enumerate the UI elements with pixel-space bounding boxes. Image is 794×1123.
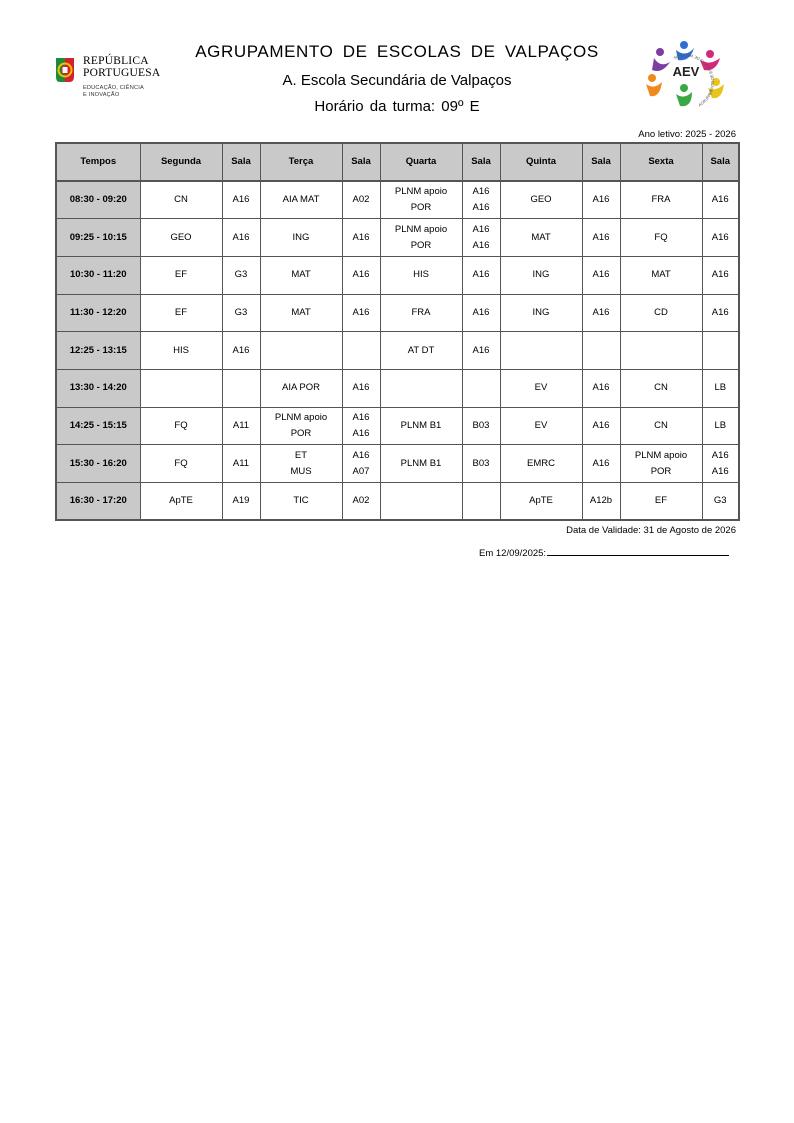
gov-ministry-line2: E INOVAÇÃO xyxy=(83,91,120,98)
time-slot: 15:30 - 16:20 xyxy=(56,445,140,483)
room-text: A11 xyxy=(232,457,250,469)
signature-line xyxy=(547,546,729,556)
table-row xyxy=(56,407,739,445)
subject-cell xyxy=(140,369,222,407)
subject-cell xyxy=(380,256,462,294)
table-row xyxy=(56,445,739,483)
room-text: A16 xyxy=(352,382,370,394)
room-text: A16 xyxy=(352,427,370,439)
subject-text: MAT xyxy=(531,231,551,243)
time-slot: 11:30 - 12:20 xyxy=(56,294,140,332)
column-header: Terça xyxy=(260,143,342,181)
subject-cell xyxy=(140,294,222,332)
subject-cell xyxy=(260,407,342,445)
subject-text: ING xyxy=(292,231,310,243)
timetable-header-row xyxy=(56,143,739,181)
subject-cell xyxy=(260,445,342,483)
column-header: Sala xyxy=(702,143,739,181)
subject-cell xyxy=(260,369,342,407)
column-header: Tempos xyxy=(56,143,140,181)
subject-cell xyxy=(140,483,222,521)
room-text: A16 xyxy=(352,411,370,423)
room-cell xyxy=(462,407,500,445)
room-text: A16 xyxy=(232,231,250,243)
subject-cell xyxy=(140,332,222,370)
column-header: Sala xyxy=(342,143,380,181)
subject-text: PLNM apoio xyxy=(274,411,328,423)
aev-logo xyxy=(640,38,732,116)
subject-text: AT DT xyxy=(407,344,435,356)
column-header: Quarta xyxy=(380,143,462,181)
subject-cell xyxy=(380,445,462,483)
subject-cell xyxy=(620,181,702,219)
subject-cell xyxy=(620,445,702,483)
room-text: A16 xyxy=(592,269,610,281)
room-text: A12b xyxy=(589,495,613,507)
room-text: A16 xyxy=(472,223,490,235)
room-cell xyxy=(222,483,260,521)
room-cell xyxy=(462,256,500,294)
subject-text: PLNM apoio xyxy=(634,449,688,461)
subject-text: MAT xyxy=(291,269,311,281)
subject-text: EF xyxy=(174,269,188,281)
room-cell xyxy=(702,445,739,483)
room-text: A16 xyxy=(352,269,370,281)
room-text: A16 xyxy=(232,194,250,206)
subject-cell xyxy=(620,369,702,407)
subject-cell xyxy=(500,407,582,445)
time-slot: 10:30 - 11:20 xyxy=(56,256,140,294)
room-text: A16 xyxy=(592,382,610,394)
room-cell xyxy=(222,256,260,294)
room-text: A16 xyxy=(592,194,610,206)
subject-cell xyxy=(620,294,702,332)
room-text: A16 xyxy=(472,344,490,356)
subject-cell xyxy=(620,483,702,521)
subject-cell xyxy=(260,332,342,370)
room-text: A19 xyxy=(232,495,250,507)
room-cell xyxy=(462,483,500,521)
subject-cell xyxy=(140,407,222,445)
subject-text: GEO xyxy=(530,194,552,206)
subject-cell xyxy=(500,181,582,219)
subject-cell xyxy=(260,181,342,219)
subject-text: ET xyxy=(294,449,308,461)
subject-text: MAT xyxy=(291,306,311,318)
room-text: G3 xyxy=(713,495,727,507)
room-cell xyxy=(702,256,739,294)
subject-text: EF xyxy=(654,495,668,507)
subject-cell xyxy=(620,256,702,294)
room-text: A16 xyxy=(592,419,610,431)
room-cell xyxy=(582,294,620,332)
room-cell xyxy=(222,369,260,407)
room-text: G3 xyxy=(234,269,248,281)
room-cell xyxy=(582,332,620,370)
subject-text: AIA POR xyxy=(281,382,320,394)
subject-cell xyxy=(620,332,702,370)
school-name: A. Escola Secundária de Valpaços xyxy=(282,72,512,89)
subject-text: POR xyxy=(410,239,432,251)
subject-text: FQ xyxy=(174,457,188,469)
gov-ministry-line1: EDUCAÇÃO, CIÊNCIA xyxy=(83,85,144,91)
subject-text: FQ xyxy=(654,231,668,243)
signature-date xyxy=(479,546,729,559)
room-text: A16 xyxy=(472,186,490,198)
room-cell xyxy=(222,445,260,483)
subject-cell xyxy=(260,256,342,294)
class-label: Horário da turma: 09º E xyxy=(314,98,480,115)
room-text: B03 xyxy=(472,419,490,431)
aev-ring-text: AGRUPAMENTO DE ESCOLAS DE VALPAÇOS xyxy=(672,52,715,108)
gov-name xyxy=(83,55,160,79)
validity-date: Data de Validade: 31 de Agosto de 2026 xyxy=(566,525,736,536)
column-header: Sala xyxy=(462,143,500,181)
room-text: A16 xyxy=(711,194,729,206)
room-cell xyxy=(342,256,380,294)
room-cell xyxy=(702,219,739,257)
subject-text: POR xyxy=(650,465,672,477)
subject-text: PLNM B1 xyxy=(400,419,442,431)
room-cell xyxy=(342,407,380,445)
room-cell xyxy=(342,181,380,219)
gov-name-line1: REPÚBLICA xyxy=(83,55,149,67)
room-cell xyxy=(342,445,380,483)
room-text: LB xyxy=(714,419,727,431)
room-text: A16 xyxy=(232,344,250,356)
room-cell xyxy=(462,294,500,332)
gov-ministry xyxy=(83,85,144,98)
room-text: A16 xyxy=(472,239,490,251)
subject-text: ApTE xyxy=(169,495,193,507)
subject-text: FRA xyxy=(411,306,431,318)
room-cell xyxy=(342,294,380,332)
subject-cell xyxy=(380,294,462,332)
subject-cell xyxy=(620,219,702,257)
room-text: A16 xyxy=(472,269,490,281)
room-text: A02 xyxy=(352,194,370,206)
subject-text: EV xyxy=(534,419,548,431)
table-row xyxy=(56,294,739,332)
room-cell xyxy=(702,294,739,332)
subject-cell xyxy=(380,369,462,407)
room-cell xyxy=(582,181,620,219)
subject-cell xyxy=(500,483,582,521)
time-slot: 12:25 - 13:15 xyxy=(56,332,140,370)
subject-text: CN xyxy=(654,382,668,394)
aev-initials: AEV xyxy=(672,64,700,79)
room-cell xyxy=(462,369,500,407)
room-text: A16 xyxy=(352,231,370,243)
subject-text: ING xyxy=(532,269,550,281)
subject-text: POR xyxy=(410,202,432,214)
signature-date-label: Em 12/09/2025: xyxy=(479,548,547,559)
room-cell xyxy=(582,445,620,483)
room-cell xyxy=(342,219,380,257)
subject-cell xyxy=(500,219,582,257)
table-row xyxy=(56,256,739,294)
subject-text: CN xyxy=(654,419,668,431)
time-slot: 16:30 - 17:20 xyxy=(56,483,140,521)
subject-cell xyxy=(380,483,462,521)
subject-cell xyxy=(500,332,582,370)
subject-cell xyxy=(260,219,342,257)
subject-text: MAT xyxy=(651,269,671,281)
column-header: Segunda xyxy=(140,143,222,181)
room-text: A07 xyxy=(352,465,370,477)
room-text: A16 xyxy=(711,306,729,318)
column-header: Sala xyxy=(222,143,260,181)
subject-cell xyxy=(620,407,702,445)
room-cell xyxy=(582,219,620,257)
subject-text: HIS xyxy=(173,344,189,356)
table-row xyxy=(56,332,739,370)
room-cell xyxy=(462,219,500,257)
subject-text: POR xyxy=(290,427,312,439)
subject-cell xyxy=(260,483,342,521)
room-cell xyxy=(222,219,260,257)
subject-cell xyxy=(140,256,222,294)
school-year: Ano letivo: 2025 - 2026 xyxy=(638,129,736,140)
subject-cell xyxy=(500,369,582,407)
room-cell xyxy=(222,332,260,370)
subject-cell xyxy=(380,332,462,370)
table-row xyxy=(56,219,739,257)
room-text: G3 xyxy=(234,306,248,318)
room-text: A16 xyxy=(711,449,729,461)
room-cell xyxy=(702,369,739,407)
subject-cell xyxy=(140,219,222,257)
time-slot: 13:30 - 14:20 xyxy=(56,369,140,407)
room-text: A16 xyxy=(711,269,729,281)
time-slot: 08:30 - 09:20 xyxy=(56,181,140,219)
room-cell xyxy=(222,407,260,445)
room-text: A16 xyxy=(592,457,610,469)
room-cell xyxy=(462,445,500,483)
room-cell xyxy=(462,181,500,219)
subject-cell xyxy=(380,181,462,219)
room-text: A02 xyxy=(352,495,370,507)
subject-text: AIA MAT xyxy=(282,194,320,206)
group-title: AGRUPAMENTO DE ESCOLAS DE VALPAÇOS xyxy=(195,42,599,61)
room-cell xyxy=(582,369,620,407)
room-cell xyxy=(702,407,739,445)
room-cell xyxy=(582,256,620,294)
subject-cell xyxy=(380,407,462,445)
room-cell xyxy=(462,332,500,370)
room-cell xyxy=(702,483,739,521)
room-cell xyxy=(342,332,380,370)
room-text: A11 xyxy=(232,419,250,431)
room-text: A16 xyxy=(711,465,729,477)
subject-text: GEO xyxy=(170,231,192,243)
table-row xyxy=(56,369,739,407)
room-text: A16 xyxy=(711,231,729,243)
room-cell xyxy=(342,483,380,521)
subject-text: FQ xyxy=(174,419,188,431)
subject-text: EMRC xyxy=(527,457,555,469)
subject-text: EV xyxy=(534,382,548,394)
subject-text: ING xyxy=(532,306,550,318)
subject-text: ApTE xyxy=(529,495,553,507)
column-header: Quinta xyxy=(500,143,582,181)
room-text: B03 xyxy=(472,457,490,469)
room-cell xyxy=(222,181,260,219)
subject-text: EF xyxy=(174,306,188,318)
subject-text: PLNM apoio xyxy=(394,186,448,198)
room-cell xyxy=(342,369,380,407)
room-text: A16 xyxy=(352,449,370,461)
table-row xyxy=(56,181,739,219)
subject-cell xyxy=(140,445,222,483)
room-cell xyxy=(702,181,739,219)
subject-text: FRA xyxy=(651,194,671,206)
gov-name-line2: PORTUGUESA xyxy=(83,67,161,79)
room-text: A16 xyxy=(592,306,610,318)
subject-text: PLNM B1 xyxy=(400,457,442,469)
subject-cell xyxy=(140,181,222,219)
room-text: A16 xyxy=(352,306,370,318)
subject-text: PLNM apoio xyxy=(394,223,448,235)
time-slot: 14:25 - 15:15 xyxy=(56,407,140,445)
subject-text: CD xyxy=(654,306,668,318)
room-text: A16 xyxy=(592,231,610,243)
subject-cell xyxy=(500,445,582,483)
room-text: A16 xyxy=(472,202,490,214)
room-text: LB xyxy=(714,382,727,394)
column-header: Sala xyxy=(582,143,620,181)
subject-text: CN xyxy=(174,194,188,206)
time-slot: 09:25 - 10:15 xyxy=(56,219,140,257)
portuguese-emblem-icon xyxy=(54,56,76,84)
room-cell xyxy=(582,407,620,445)
room-cell xyxy=(582,483,620,521)
column-header: Sexta xyxy=(620,143,702,181)
room-cell xyxy=(222,294,260,332)
subject-text: TIC xyxy=(293,495,309,507)
room-text: A16 xyxy=(472,306,490,318)
subject-cell xyxy=(500,256,582,294)
timetable-body xyxy=(56,181,739,520)
subject-cell xyxy=(380,219,462,257)
table-row xyxy=(56,483,739,521)
subject-text: MUS xyxy=(290,465,312,477)
subject-text: HIS xyxy=(413,269,429,281)
subject-cell xyxy=(500,294,582,332)
room-cell xyxy=(702,332,739,370)
timetable xyxy=(55,142,740,521)
subject-cell xyxy=(260,294,342,332)
